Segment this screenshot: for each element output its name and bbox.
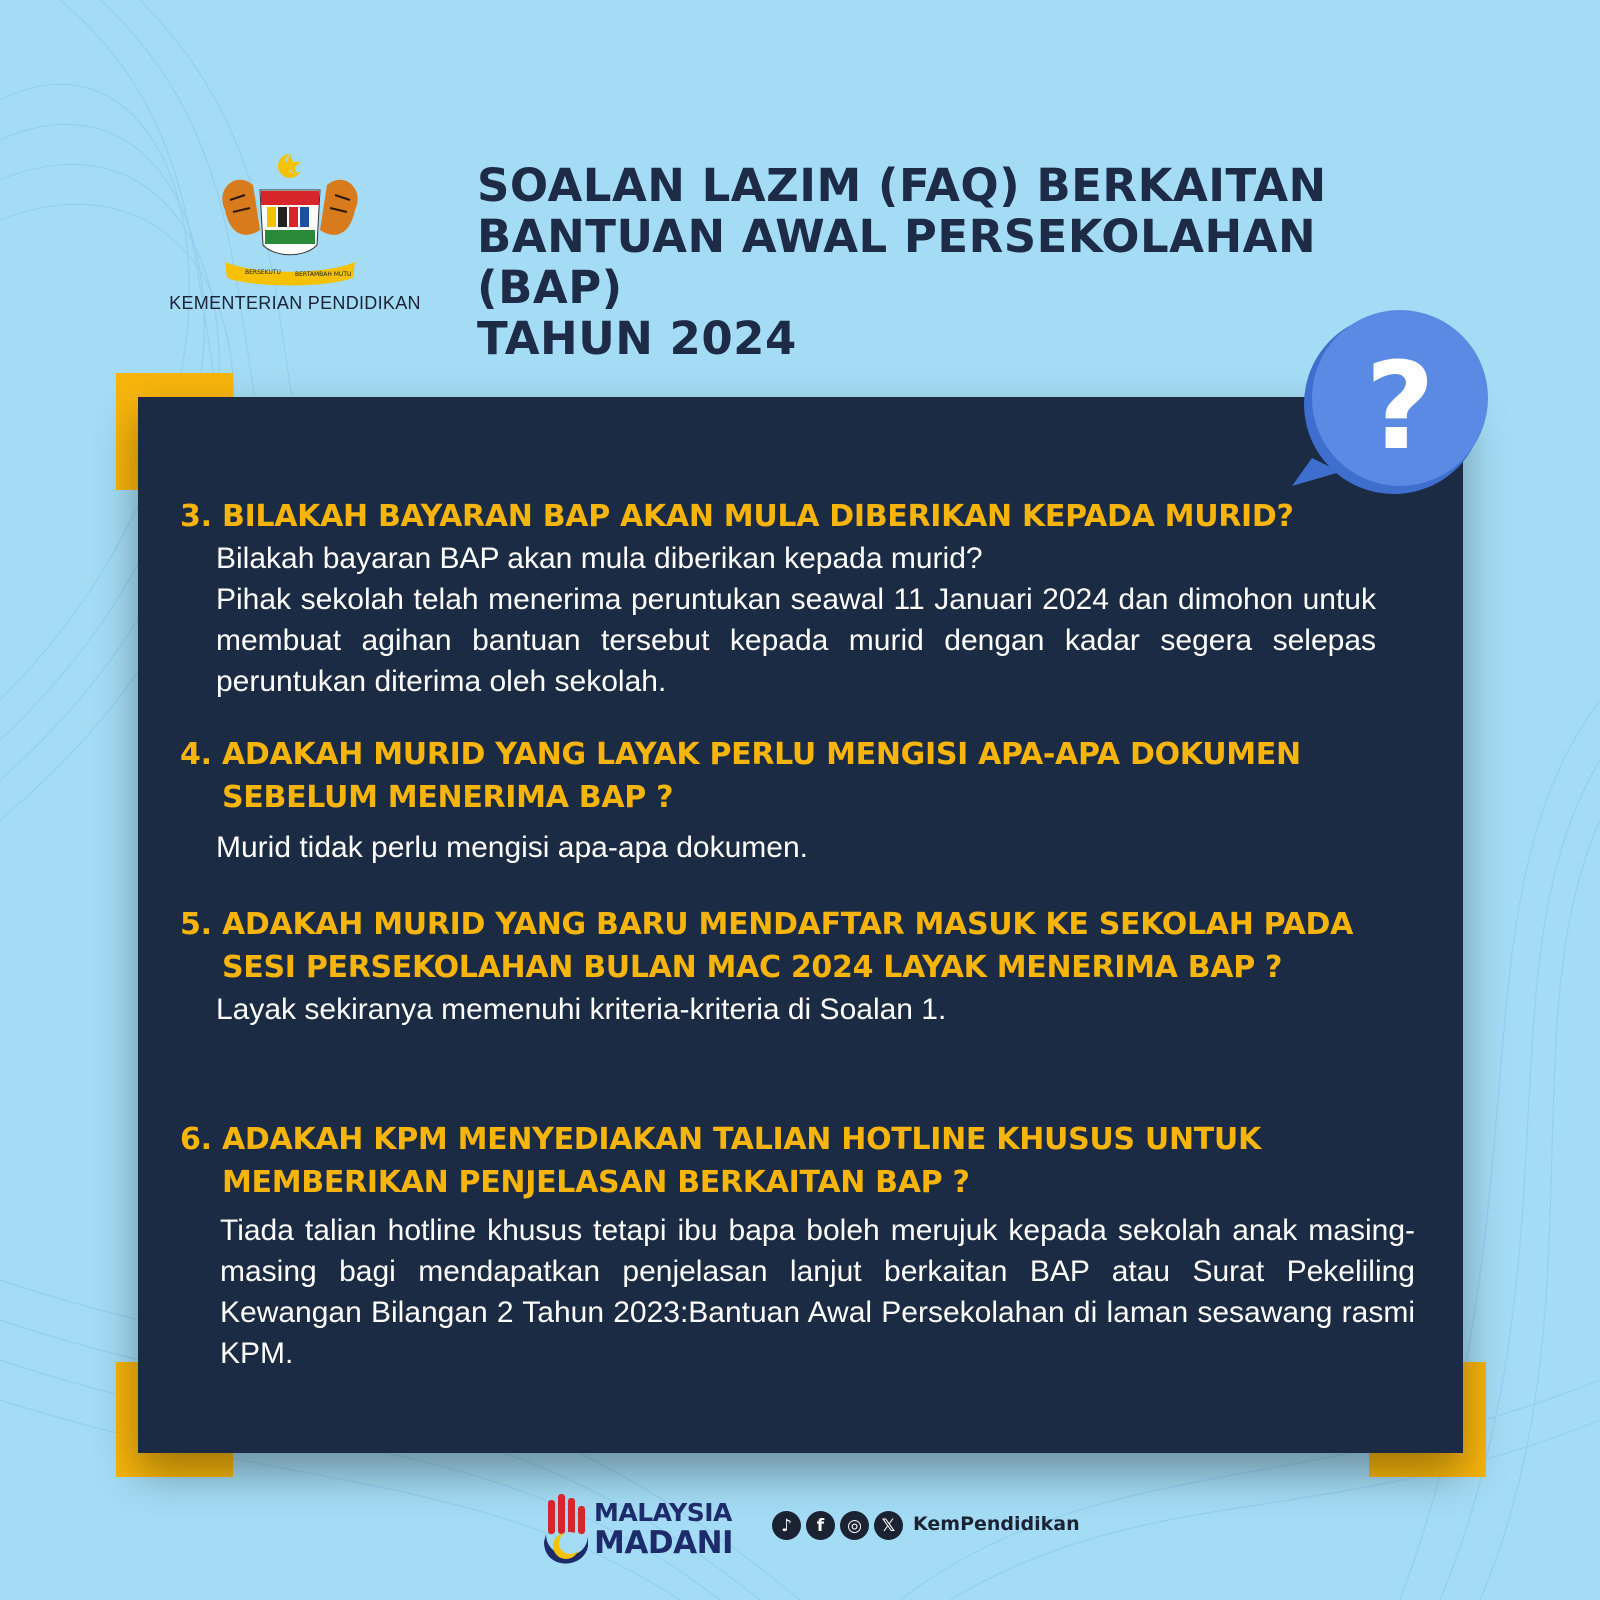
coat-of-arms-icon [205,150,375,290]
brand-line-2: MADANI [594,1525,734,1561]
faq-answer-line: Layak sekiranya memenuhi kriteria-kriteria di Soalan 1. [216,993,947,1026]
faq-question-text: ADAKAH MURID YANG LAYAK PERLU MENGISI APA-APA DOKUMEN SEBELUM MENERIMA BAP ? [222,737,1301,815]
faq-question-text: BILAKAH BAYARAN BAP AKAN MULA DIBERIKAN KEPADA MURID? [222,499,1294,534]
faq-question-text: ADAKAH MURID YANG BARU MENDAFTAR MASUK KE SEKOLAH PADA SESI PERSEKOLAHAN BULAN MAC 2024 LAYAK MENERIMA BAP ? [222,907,1354,985]
faq-item-5 [180,903,1420,1030]
faq-number: 6. [180,1122,212,1157]
social-icons [772,1511,903,1540]
faq-question [180,1118,1420,1204]
bubble-question-mark: ? [1365,338,1435,477]
faq-number: 5. [180,907,212,942]
faq-item-3 [180,495,1420,702]
x-icon[interactable]: 𝕏 [874,1511,903,1540]
title-line-2: BANTUAN AWAL PERSEKOLAHAN (BAP) [477,210,1317,314]
faq-answer-line: Pihak sekolah telah menerima peruntukan seawal 11 Januari 2024 dan dimohon untuk membuat agihan bantuan tersebut kepada murid dengan kadar segera selepas peruntukan diterima oleh sekolah. [216,583,1376,698]
faq-question [180,495,1420,538]
faq-answer-line: Bilakah bayaran BAP akan mula diberikan kepada murid? [216,542,983,575]
faq-item-6 [180,1118,1420,1374]
title-line-1: SOALAN LAZIM (FAQ) BERKAITAN [477,159,1327,212]
faq-answer-line: Tiada talian hotline khusus tetapi ibu bapa boleh merujuk kepada sekolah anak masing-masing bagi mendapatkan penjelasan lanjut berkaitan BAP atau Surat Pekeliling Kewangan Bilangan 2 Tahun 2023:Bantuan Awal Persekolahan di laman sesawang rasmi KPM. [220,1214,1415,1370]
faq-answer [216,538,1376,702]
ministry-label: KEMENTERIAN PENDIDIKAN [169,293,421,313]
faq-answer [216,989,1376,1030]
malaysia-madani-wordmark [594,1498,734,1561]
faq-answer-line: Murid tidak perlu mengisi apa-apa dokumen. [216,831,808,864]
instagram-icon[interactable]: ◎ [840,1511,869,1540]
facebook-icon[interactable]: f [806,1511,835,1540]
faq-question [180,733,1420,819]
faq-number: 4. [180,737,212,772]
faq-item-4 [180,733,1420,868]
social-handle: KemPendidikan [913,1513,1080,1535]
title-line-3: TAHUN 2024 [477,312,797,365]
faq-number: 3. [180,499,212,534]
emblem-motto-right: BERTAMBAH MUTU [295,271,352,278]
faq-question [180,903,1420,989]
faq-answer [220,1210,1415,1374]
faq-question-text: ADAKAH KPM MENYEDIAKAN TALIAN HOTLINE KHUSUS UNTUK MEMBERIKAN PENJELASAN BERKAITAN BAP ? [222,1122,1261,1200]
faq-answer [216,827,1376,868]
tiktok-icon[interactable]: ♪ [772,1511,801,1540]
emblem-motto-left: BERSEKUTU [245,269,281,276]
brand-line-1: MALAYSIA [594,1498,732,1527]
question-bubble-icon [1290,308,1490,508]
